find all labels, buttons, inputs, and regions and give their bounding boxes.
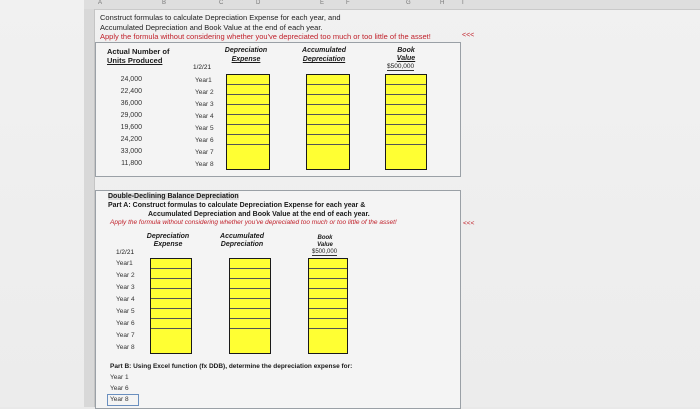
- column-letter[interactable]: D: [256, 0, 261, 6]
- book-value-start[interactable]: $500,000: [387, 63, 415, 70]
- year-label: Year 4: [116, 296, 135, 303]
- units-header-line1: Actual Number of: [107, 47, 170, 56]
- ddb-book-header-line2: Value: [317, 242, 333, 248]
- part-b-year: Year 6: [110, 385, 129, 392]
- ddb-book-header-line1: Book: [317, 235, 333, 241]
- year-label: Year 3: [195, 101, 214, 108]
- units-cell[interactable]: 33,000: [120, 148, 142, 155]
- warning-marker: <<<: [463, 220, 475, 227]
- ddb-dep-header-line2: Expense: [153, 241, 183, 248]
- ddb-book-value-input-column[interactable]: [308, 258, 348, 354]
- column-letter[interactable]: G: [406, 0, 411, 6]
- column-letter[interactable]: C: [219, 0, 224, 6]
- warning-marker: <<<: [462, 32, 475, 39]
- units-cell[interactable]: 22,400: [120, 88, 142, 95]
- book-value-header-line1: Book: [397, 47, 415, 54]
- ddb-acc-header-line2: Depreciation: [220, 241, 264, 248]
- instruction-line-2: Accumulated Depreciation and Book Value at the end of each year.: [100, 23, 323, 32]
- units-header-line2: Units Produced: [107, 56, 163, 65]
- year-label: Year1: [116, 260, 133, 267]
- ddb-dep-expense-input-column[interactable]: [150, 258, 192, 354]
- column-letter[interactable]: I: [462, 0, 464, 6]
- row-header-gutter[interactable]: [84, 9, 95, 407]
- year-label: Year 3: [116, 284, 135, 291]
- dep-expense-input-column[interactable]: [226, 74, 270, 170]
- part-a-line2: Accumulated Depreciation and Book Value at the end of each year.: [148, 211, 370, 218]
- year-label: Year 8: [116, 344, 135, 351]
- units-cell[interactable]: 11,800: [121, 160, 142, 167]
- column-letter[interactable]: E: [320, 0, 325, 6]
- column-letter[interactable]: F: [346, 0, 350, 6]
- year-label: Year1: [195, 77, 212, 84]
- year-label: Year 5: [116, 308, 135, 315]
- year-label: Year 2: [195, 89, 214, 96]
- dep-expense-header-line2: Expense: [231, 56, 261, 63]
- column-letter[interactable]: H: [440, 0, 445, 6]
- units-cell[interactable]: 36,000: [120, 100, 142, 107]
- units-cell[interactable]: 24,000: [120, 76, 142, 83]
- column-letter[interactable]: A: [98, 0, 103, 6]
- dep-expense-header-line1: Depreciation: [224, 47, 268, 54]
- book-value-input-column[interactable]: [385, 74, 427, 170]
- units-cell[interactable]: 29,000: [120, 112, 142, 119]
- accum-dep-header-line1: Accumulated: [302, 47, 346, 54]
- part-a-line1: Part A: Construct formulas to calculate Depreciation Expense for each year &: [108, 202, 366, 209]
- year-label: Year 6: [195, 137, 214, 144]
- year-label: Year 8: [195, 161, 214, 168]
- accum-dep-input-column[interactable]: [306, 74, 350, 170]
- instruction-line-3: Apply the formula without considering whether you've depreciated too much or too little of the asset!: [100, 32, 431, 41]
- part-b-year: Year 8: [110, 396, 129, 403]
- year-label: Year 7: [116, 332, 135, 339]
- part-b-instruction: Part B: Using Excel function (fx DDB), determine the depreciation expense for:: [110, 363, 353, 370]
- book-value-header-line2: Value: [396, 55, 416, 62]
- instruction-line-1: Construct formulas to calculate Depreciation Expense for each year, and: [100, 13, 341, 22]
- ddb-section-title: Double-Declining Balance Depreciation: [108, 193, 239, 200]
- part-b-year: Year 1: [110, 374, 129, 381]
- accum-dep-header-line2: Depreciation: [302, 56, 346, 63]
- selected-cell-outline[interactable]: [107, 394, 139, 406]
- ddb-dep-header-line1: Depreciation: [146, 233, 190, 240]
- year-label: Year 2: [116, 272, 135, 279]
- ddb-book-value-start[interactable]: $500,000: [312, 249, 338, 255]
- units-cell[interactable]: 24,200: [120, 136, 142, 143]
- units-cell[interactable]: 19,600: [120, 124, 142, 131]
- year-label: Year 7: [195, 149, 214, 156]
- ddb-accum-dep-input-column[interactable]: [229, 258, 271, 354]
- column-letter[interactable]: B: [162, 0, 167, 6]
- start-date[interactable]: 1/2/21: [193, 64, 212, 71]
- apply-formula-note: Apply the formula without considering whether you've depreciated too much or too little of the asset!: [110, 219, 397, 226]
- year-label: Year 5: [195, 125, 214, 132]
- year-label: Year 4: [195, 113, 214, 120]
- ddb-acc-header-line1: Accumulated: [220, 233, 264, 240]
- year-label: Year 6: [116, 320, 135, 327]
- ddb-start-date[interactable]: 1/2/21: [116, 249, 135, 256]
- column-header-bar: [84, 0, 700, 10]
